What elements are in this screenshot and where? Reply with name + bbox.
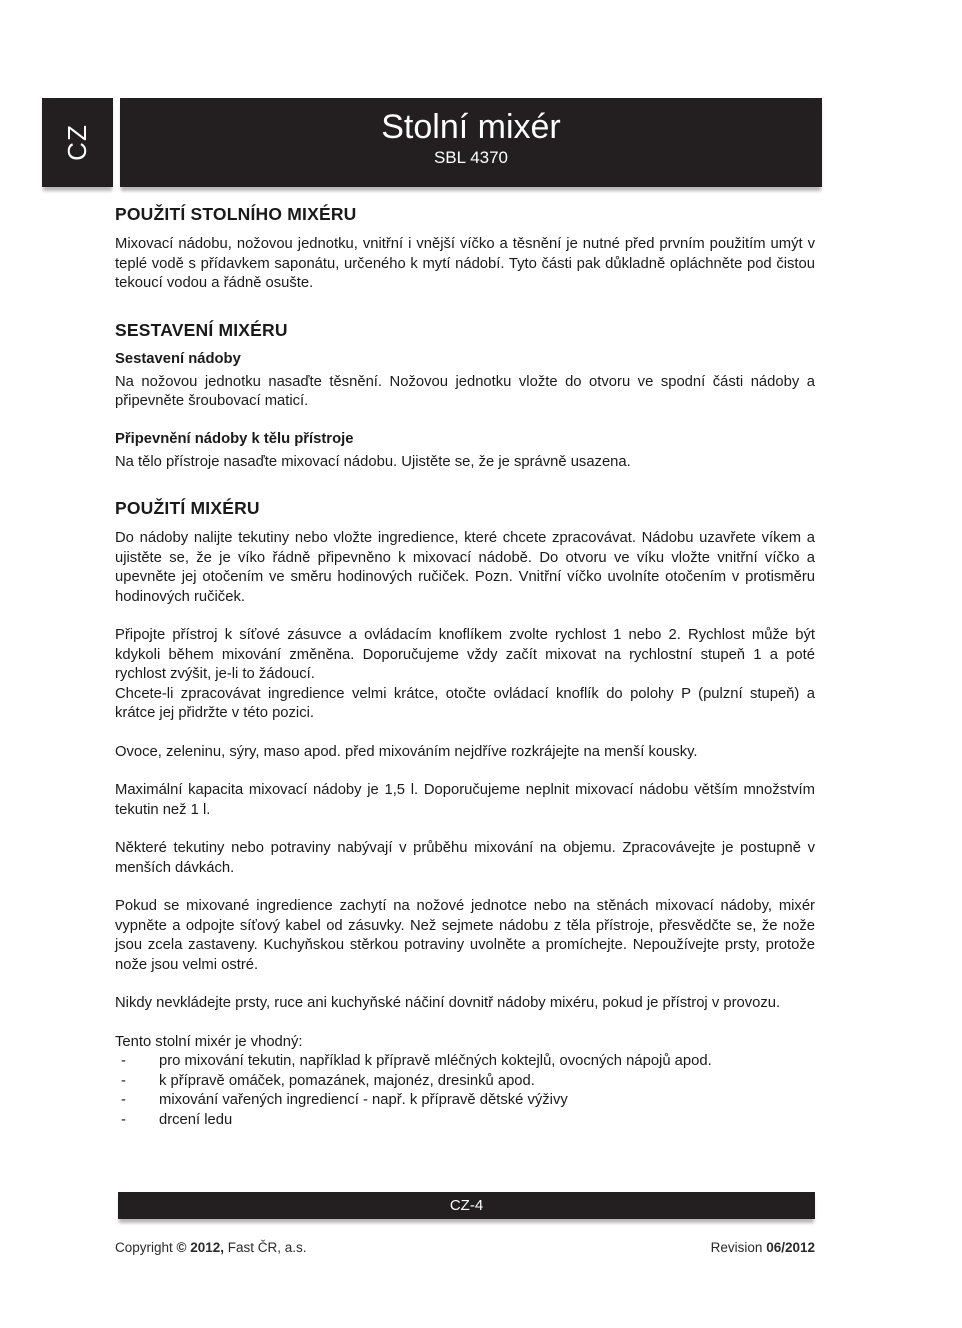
list-item-text: mixování vařených ingrediencí - např. k přípravě dětské výživy (159, 1092, 568, 1108)
paragraph: Některé tekutiny nebo potraviny nabývají v průběhu mixování na objemu. Zpracovávejte je postupně v menších dávkách. (115, 840, 815, 876)
dash-marker: - (121, 1053, 126, 1069)
list-item-text: k přípravě omáček, pomazánek, majonéz, dresinků apod. (159, 1072, 535, 1089)
list-item (115, 1052, 815, 1072)
list-item (115, 1091, 815, 1111)
dash-marker: - (121, 1092, 126, 1108)
paragraph: Do nádoby nalijte tekutiny nebo vložte ingredience, které chcete zpracovávat. Nádobu uzavřete víkem a ujistěte se, že je víko řádně připevněno k mixovací nádobě. Do otvoru ve víku vložte vnitřní víčko a upevněte jej otočením ve směru hodinových ručiček. Pozn. Vnitřní víčko uvolníte otočením v protisměru hodinových ručiček. (115, 530, 815, 605)
list-intro: Tento stolní mixér je vhodný: (115, 1033, 303, 1050)
page-number-label: CZ-4 (449, 1197, 484, 1214)
list-item (115, 1111, 815, 1131)
dash-marker: - (121, 1072, 126, 1089)
paragraph: Na tělo přístroje nasaďte mixovací nádobu. Ujistěte se, že je správně usazena. (115, 453, 631, 470)
language-tab-label: CZ (61, 124, 92, 161)
language-tab (42, 98, 113, 187)
paragraph: Nikdy nevkládejte prsty, ruce ani kuchyňské náčiní dovnitř nádoby mixéru, pokud je přístroj v provozu. (115, 995, 781, 1011)
paragraph: Chcete-li zpracovávat ingredience velmi krátce, otočte ovládací knoflík do polohy P (pulzní stupeň) a krátce jej přidržte v této pozici. (115, 685, 815, 721)
list-item-text: drcení ledu (159, 1111, 233, 1128)
subheading-sestaveni-nadoby: Sestavení nádoby (115, 350, 241, 367)
page-header (42, 98, 822, 187)
section-heading-pouziti-mixeru: POUŽITÍ MIXÉRU (115, 498, 260, 518)
copyright-text: Copyright © 2012, Fast ČR, a.s. (115, 1240, 307, 1255)
paragraph: Na nožovou jednotku nasaďte těsnění. Nožovou jednotku vložte do otvoru ve spodní části nádoby a připevněte šroubovací maticí. (115, 373, 815, 409)
paragraph: Pokud se mixované ingredience zachytí na nožové jednotce nebo na stěnách mixovací nádoby, mixér vypněte a odpojte síťový kabel od zásuvky. Než sejmete nádobu z těla přístroje, přesvědčte se, že nože jsou zcela zastaveny. Kuchyňskou stěrkou potraviny uvolněte a promíchejte. Nepoužívejte prsty, protože nože jsou velmi ostré. (115, 898, 815, 973)
paragraph: Připojte přístroj k síťové zásuvce a ovládacím knoflíkem zvolte rychlost 1 nebo 2. Rychlost může být kdykoli během mixování změněna. Doporučujeme vždy začít mixovat na rychlostní stupeň 1 a poté rychlost zvýšit, je-li to žádoucí. (115, 627, 815, 682)
product-model: SBL 4370 (433, 148, 509, 167)
page-number-bar (118, 1192, 815, 1219)
manual-body (115, 204, 815, 1130)
section-heading-pouziti-stolniho-mixeru: POUŽITÍ STOLNÍHO MIXÉRU (115, 204, 357, 224)
revision-text: Revision 06/2012 (710, 1240, 815, 1255)
subheading-pripevneni-nadoby: Připevnění nádoby k tělu přístroje (115, 430, 354, 447)
paragraph: Ovoce, zeleninu, sýry, maso apod. před mixováním nejdříve rozkrájejte na menší kousky. (115, 743, 698, 760)
paragraph: Maximální kapacita mixovací nádoby je 1,5 l. Doporučujeme neplnit mixovací nádobu větším množstvím tekutin než 1 l. (115, 782, 815, 818)
paragraph: Mixovací nádobu, nožovou jednotku, vnitřní i vnější víčko a těsnění je nutné před prvním použitím umýt v teplé vodě s přídavkem saponátu, určeného k mytí nádobí. Tyto části pak důkladně opláchněte pod čistou tekoucí vodou a řádně osušte. (115, 236, 815, 291)
list-item-text: pro mixování tekutin, například k přípravě mléčných koktejlů, ovocných nápojů apod. (159, 1053, 712, 1069)
title-banner (120, 98, 822, 187)
suitability-list (115, 1052, 815, 1130)
footer-meta (115, 1240, 815, 1255)
dash-marker: - (121, 1111, 126, 1128)
section-heading-sestaveni-mixeru: SESTAVENÍ MIXÉRU (115, 319, 288, 340)
list-item (115, 1072, 815, 1092)
product-title: Stolní mixér (381, 108, 561, 146)
